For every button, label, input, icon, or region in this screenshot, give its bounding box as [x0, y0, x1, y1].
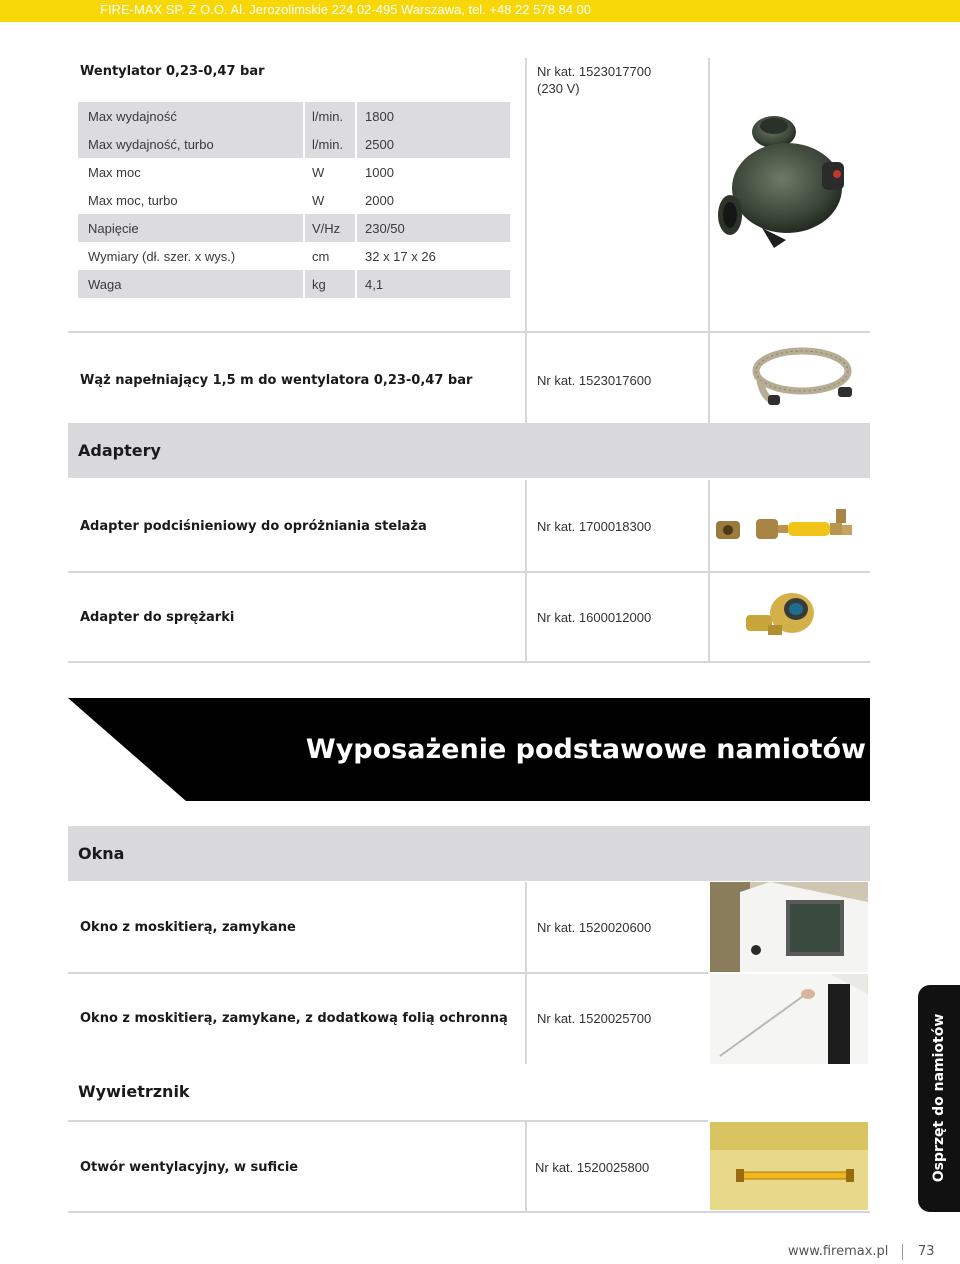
section-title: Adaptery — [78, 441, 161, 460]
spec-row — [78, 242, 510, 270]
spec-value: 1000 — [365, 165, 394, 180]
compressor-adapter-title: Adapter do sprężarki — [80, 610, 235, 625]
spec-value: 1800 — [365, 109, 394, 124]
footer-separator — [902, 1244, 903, 1260]
spec-unit: cm — [312, 249, 330, 264]
blower-voltage: (230 V) — [537, 81, 580, 96]
page-number: 73 — [918, 1244, 935, 1259]
section-title: Okna — [78, 844, 125, 863]
spec-unit: l/min. — [312, 137, 344, 152]
divider — [708, 333, 710, 423]
compressor-adapter-catalog-number: Nr kat. 1600012000 — [537, 610, 652, 625]
divider — [68, 1120, 708, 1122]
divider — [525, 882, 527, 973]
side-category-tab — [918, 985, 960, 1212]
divider — [68, 972, 708, 974]
window-photo-icon — [710, 882, 868, 972]
hose-photo-icon — [740, 343, 860, 411]
spec-row — [78, 270, 510, 298]
window-foil-title: Okno z moskitierą, zamykane, z dodatkową folią ochronną — [80, 1011, 508, 1026]
spec-label: Waga — [88, 277, 122, 292]
section-header-windows — [68, 826, 870, 881]
spec-unit: kg — [312, 277, 326, 292]
vacuum-adapter-title: Adapter podciśnieniowy do opróżniania stelaża — [80, 519, 427, 534]
divider — [68, 571, 870, 573]
window-foil-photo-icon — [710, 974, 868, 1064]
vent-catalog-number: Nr kat. 1520025800 — [535, 1160, 650, 1175]
spec-label: Wymiary (dł. szer. x wys.) — [88, 249, 236, 264]
divider — [708, 573, 710, 662]
divider — [525, 974, 527, 1064]
section-header-vent — [68, 1064, 708, 1120]
spec-row — [78, 214, 510, 242]
divider — [68, 331, 870, 333]
ceiling-vent-photo-icon — [710, 1122, 868, 1210]
spec-row — [78, 102, 510, 130]
hose-title: Wąż napełniający 1,5 m do wentylatora 0,23-0,47 bar — [80, 373, 473, 388]
spec-label: Max moc — [88, 165, 141, 180]
spec-value: 230/50 — [365, 221, 405, 236]
spec-unit: l/min. — [312, 109, 344, 124]
spec-label: Napięcie — [88, 221, 139, 236]
spec-unit: W — [312, 165, 325, 180]
vacuum-adapter-catalog-number: Nr kat. 1700018300 — [537, 519, 652, 534]
divider — [708, 58, 710, 332]
divider — [68, 1211, 870, 1213]
divider — [525, 1122, 527, 1212]
window-catalog-number: Nr kat. 1520020600 — [537, 920, 652, 935]
spec-value: 4,1 — [365, 277, 384, 292]
spec-label: Max wydajność, turbo — [88, 137, 214, 152]
spec-row — [78, 130, 510, 158]
divider — [525, 58, 527, 332]
banner-title: Wyposażenie podstawowe namiotów — [305, 734, 866, 765]
spec-row — [78, 158, 510, 186]
section-banner — [68, 698, 870, 801]
side-tab-label: Osprzęt do namiotów — [931, 1013, 947, 1183]
blower-title: Wentylator 0,23-0,47 bar — [80, 64, 265, 79]
spec-label: Max wydajność — [88, 109, 177, 124]
vent-title: Otwór wentylacyjny, w suficie — [80, 1160, 299, 1175]
spec-value: 2500 — [365, 137, 394, 152]
blower-catalog-number: Nr kat. 1523017700 — [537, 64, 652, 79]
spec-row — [78, 186, 510, 214]
hose-catalog-number: Nr kat. 1523017600 — [537, 373, 652, 388]
company-contact: FIRE-MAX SP. Z O.O. Al. Jerozolimskie 224 02-495 Warszawa, tel. +48 22 578 84 00 — [100, 2, 591, 17]
divider — [525, 480, 527, 572]
blower-photo-icon — [712, 100, 862, 260]
footer-website[interactable]: www.firemax.pl — [788, 1244, 889, 1259]
header-bar — [0, 0, 960, 22]
vacuum-adapter-photo-icon — [712, 505, 862, 550]
divider — [708, 480, 710, 572]
compressor-coupling-photo-icon — [740, 585, 820, 645]
divider — [525, 333, 527, 423]
window-title: Okno z moskitierą, zamykane — [80, 920, 296, 935]
spec-unit: W — [312, 193, 325, 208]
divider — [68, 661, 870, 663]
spec-value: 32 x 17 x 26 — [365, 249, 436, 264]
section-header-adapters — [68, 423, 870, 478]
section-title: Wywietrznik — [78, 1082, 190, 1101]
spec-label: Max moc, turbo — [88, 193, 178, 208]
spec-unit: V/Hz — [312, 221, 341, 236]
divider — [525, 573, 527, 662]
window-foil-catalog-number: Nr kat. 1520025700 — [537, 1011, 652, 1026]
spec-value: 2000 — [365, 193, 394, 208]
